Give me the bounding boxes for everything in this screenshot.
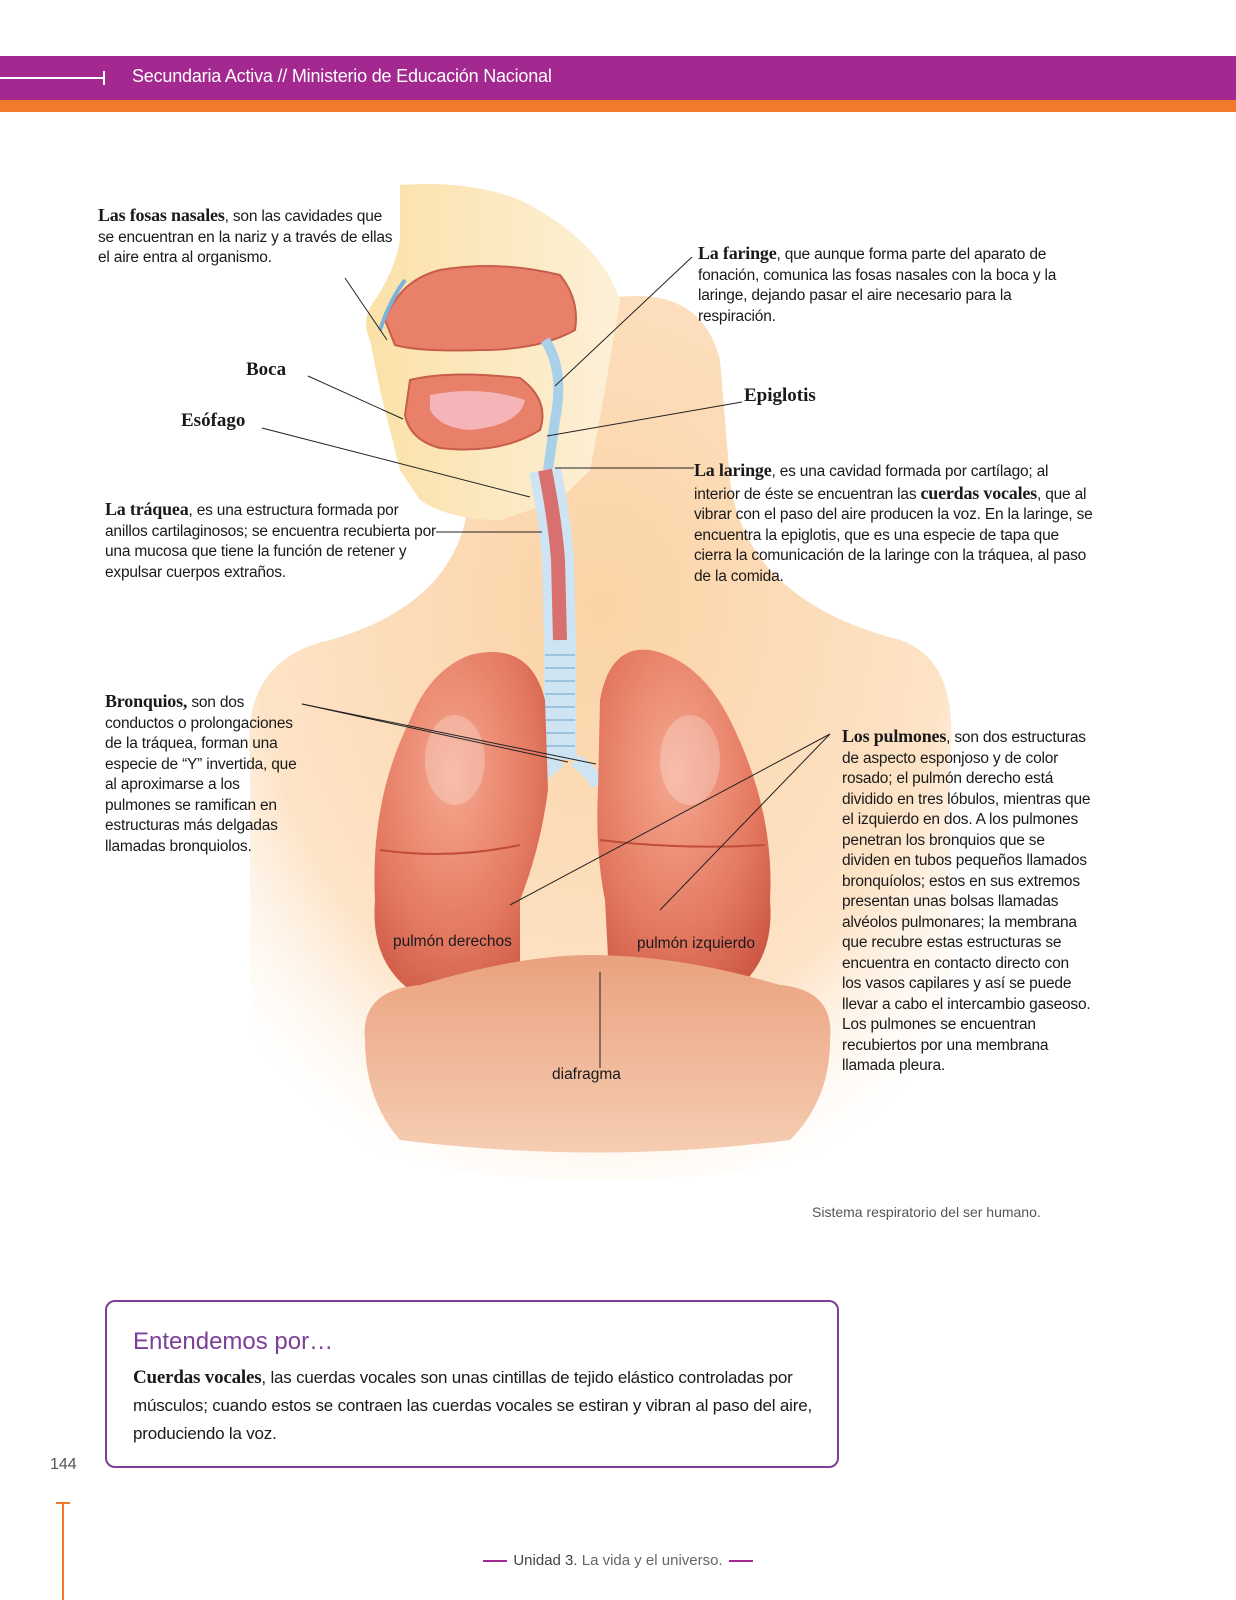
- label-pulmones: [842, 726, 1092, 1077]
- desc-traquea: , es una estructura formada por anillos cartilaginosos; se encuentra recubierta por una mucosa que tiene la función de retener y expulsar cuerpos extraños.: [105, 502, 436, 581]
- head-shape: [366, 184, 620, 520]
- definition-term: Cuerdas vocales: [133, 1367, 262, 1388]
- label-diafragma: diafragma: [552, 1066, 621, 1083]
- figure-caption: Sistema respiratorio del ser humano.: [812, 1204, 1041, 1220]
- footer-rule-left: [483, 1560, 507, 1562]
- desc-faringe: , que aunque forma parte del aparato de fonación, comunica las fosas nasales con la boca y la laringe, dejando pasar el aire necesario para la respiración.: [698, 246, 1057, 325]
- definition-text: , las cuerdas vocales son unas cintillas de tejido elástico controladas por músculos; cuando estos se contraen las cuerdas vocales se estiran y vibran al paso del aire, produciendo la voz.: [133, 1368, 812, 1443]
- label-pulmon-derecho: pulmón derechos: [393, 933, 512, 950]
- label-pulmon-izquierdo: pulmón izquierdo: [637, 935, 756, 952]
- term-cuerdas-vocales: cuerdas vocales: [920, 482, 1037, 503]
- footer-rule-right: [729, 1560, 753, 1562]
- header-title: Secundaria Activa // Ministerio de Educación Nacional: [132, 66, 552, 86]
- label-faringe: [698, 243, 1088, 327]
- definition-box-title: Entendemos por…: [133, 1328, 334, 1355]
- desc-bronquios: son dos conductos o prolongaciones de la tráquea, forman una especie de “Y” invertida, que al aproximarse a los pulmones se ramifican en estructuras más delgadas llamadas bronquiolos.: [105, 694, 297, 855]
- definition-box-text: [133, 1364, 813, 1448]
- label-laringe: [694, 460, 1094, 587]
- desc-pulmones: , son dos estructuras de aspecto esponjoso y de color rosado; el pulmón derecho está dividido en tres lóbulos, mientras que el izquierdo en dos. A los pulmones penetran los bronquios que se dividen en tubos pequeños llamados bronquíolos; estos en sus extremos presentan unas bolsas llamadas alvéolos pulmonares; la membrana que recubre estas estructuras se encuentra en contacto directo con los vasos capilares y así se puede llevar a cabo el intercambio gaseoso. Los pulmones se encuentran recubiertos por una membrana llamada pleura.: [842, 729, 1091, 1074]
- term-pulmones: Los pulmones: [842, 726, 947, 746]
- footer-unit: Unidad 3.: [513, 1552, 578, 1569]
- diaphragm-shape: [365, 955, 831, 1153]
- label-boca: Boca: [246, 359, 287, 380]
- label-epiglotis: Epiglotis: [744, 385, 816, 406]
- term-laringe: La laringe: [694, 460, 772, 480]
- term-fosas-nasales: Las fosas nasales: [98, 205, 225, 225]
- footer: [0, 1552, 1236, 1569]
- desc-laringe-b: , que al vibrar con el paso del aire producen la voz. En la laringe, se encuentra la epiglotis, que es una especie de tapa que cierra la comunicación de la laringe con la tráquea, al paso de la comida.: [694, 485, 1093, 585]
- desc-laringe-a: , es una cavidad formada por cartílago; al interior de éste se encuentran las: [694, 463, 1049, 503]
- label-fosas-nasales: [98, 205, 398, 269]
- term-faringe: La faringe: [698, 243, 777, 263]
- page-number: 144: [50, 1456, 77, 1473]
- desc-fosas-nasales: , son las cavidades que se encuentran en la nariz y a través de ellas el aire entra al organismo.: [98, 208, 393, 266]
- label-esofago: Esófago: [181, 410, 246, 431]
- footer-title: La vida y el universo.: [577, 1552, 723, 1569]
- definition-box: [105, 1300, 839, 1468]
- label-bronquios: [105, 691, 300, 857]
- term-bronquios: Bronquios,: [105, 691, 188, 711]
- label-traquea: [105, 499, 445, 583]
- term-traquea: La tráquea: [105, 499, 189, 519]
